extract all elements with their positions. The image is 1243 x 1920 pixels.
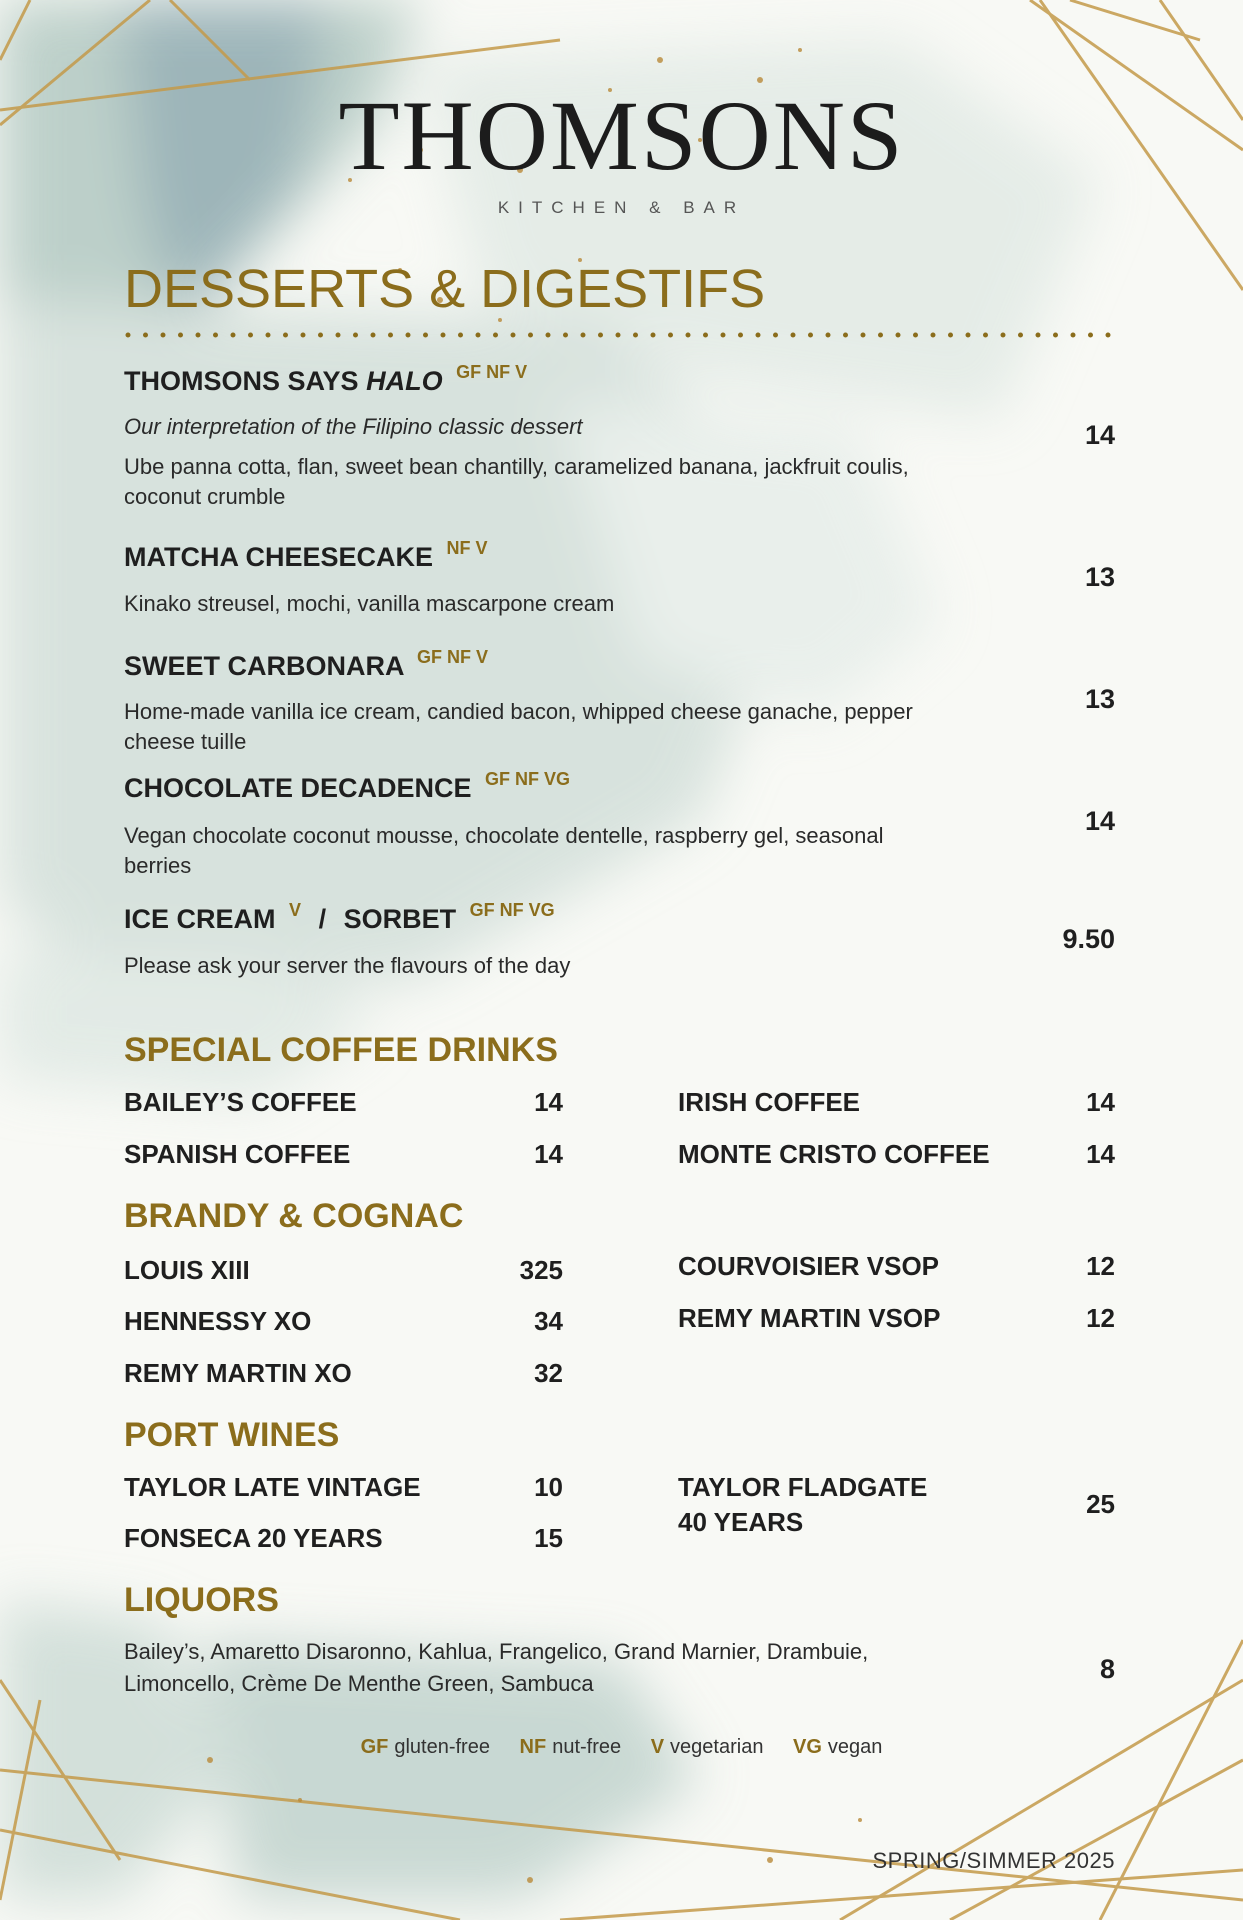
brand-subtitle: KITCHEN & BAR xyxy=(497,198,746,217)
dessert-title-halo xyxy=(124,362,528,397)
drink-price: 14 xyxy=(1086,1139,1115,1169)
dessert-title-chocolate xyxy=(124,769,571,804)
page-title: DESSERTS & DIGESTIFS xyxy=(124,259,766,319)
dessert-name-italic: HALO xyxy=(366,366,443,396)
dessert-subtitle: Our interpretation of the Filipino classic dessert xyxy=(124,414,583,439)
drink-name: SPANISH COFFEE xyxy=(124,1139,351,1169)
dessert-title-carbonara xyxy=(124,647,489,682)
dessert-title-icecream xyxy=(124,900,555,935)
dessert-price: 13 xyxy=(1084,562,1115,592)
drink-price: 25 xyxy=(1086,1489,1115,1519)
section-title-coffee: SPECIAL COFFEE DRINKS xyxy=(124,1031,558,1069)
dessert-price: 13 xyxy=(1084,684,1115,714)
legend-item: V vegetarian xyxy=(650,1736,764,1758)
liquors-price: 8 xyxy=(1099,1654,1115,1684)
drink-name: FONSECA 20 YEARS xyxy=(124,1523,383,1553)
section-title-port: PORT WINES xyxy=(124,1416,340,1454)
dessert-name: SWEET CARBONARA xyxy=(124,651,404,681)
dessert-name: MATCHA CHEESECAKE xyxy=(124,542,434,572)
drink-price: 34 xyxy=(534,1306,563,1336)
drink-price: 14 xyxy=(1086,1087,1115,1117)
dessert-description: Ube panna cotta, flan, sweet bean chantilly, caramelized banana, jackfruit coulis, coconut crumble xyxy=(124,454,909,509)
liquors-list: Bailey’s, Amaretto Disaronno, Kahlua, Frangelico, Grand Marnier, Drambuie, Limoncello, Crème De Menthe Green, Sambuca xyxy=(124,1639,869,1696)
diet-tags: V xyxy=(289,900,302,920)
dotted-divider xyxy=(124,330,1116,340)
drink-name: TAYLOR LATE VINTAGE xyxy=(124,1472,421,1502)
dessert-price: 14 xyxy=(1084,420,1115,450)
diet-tags: NF V xyxy=(446,538,488,558)
diet-tags: GF NF VG xyxy=(485,769,571,789)
diet-tags-2: GF NF VG xyxy=(469,900,555,920)
brand-logo: THOMSONS xyxy=(338,80,905,191)
dessert-title-matcha xyxy=(124,538,488,573)
section-title-liquors: LIQUORS xyxy=(124,1581,279,1619)
dessert-price: 9.50 xyxy=(1062,924,1115,954)
dessert-name: CHOCOLATE DECADENCE xyxy=(124,773,472,803)
drink-price: 14 xyxy=(534,1139,563,1169)
drink-price: 10 xyxy=(534,1472,563,1502)
diet-tags: GF NF V xyxy=(456,362,528,382)
drink-price: 12 xyxy=(1086,1303,1115,1333)
drink-price: 14 xyxy=(534,1087,563,1117)
dessert-name: THOMSONS SAYS xyxy=(124,366,359,396)
drink-name: REMY MARTIN VSOP xyxy=(678,1303,941,1333)
drink-name: COURVOISIER VSOP xyxy=(678,1251,940,1281)
drink-price: 15 xyxy=(534,1523,563,1553)
legend-item: GF gluten-free xyxy=(360,1736,490,1758)
legend-item: NF nut-free xyxy=(519,1736,622,1758)
legend-item: VG vegan xyxy=(793,1736,883,1758)
drink-price: 12 xyxy=(1086,1251,1115,1281)
diet-tags: GF NF V xyxy=(417,647,489,667)
dessert-description: Vegan chocolate coconut mousse, chocolate dentelle, raspberry gel, seasonal berries xyxy=(124,823,884,878)
dessert-name: ICE CREAM xyxy=(124,904,276,934)
drink-name: BAILEY’S COFFEE xyxy=(124,1087,357,1117)
dessert-name-2: SORBET xyxy=(343,904,457,934)
drink-name: REMY MARTIN XO xyxy=(124,1358,352,1388)
season-label: SPRING/SIMMER 2025 xyxy=(872,1848,1115,1873)
dessert-price: 14 xyxy=(1084,806,1115,836)
drink-name-line2: 40 YEARS xyxy=(678,1507,804,1537)
drink-name: MONTE CRISTO COFFEE xyxy=(678,1139,990,1169)
drink-price: 32 xyxy=(534,1358,563,1388)
drink-name: LOUIS XIII xyxy=(124,1255,250,1285)
dessert-description: Kinako streusel, mochi, vanilla mascarpone cream xyxy=(124,591,615,616)
drink-name: IRISH COFFEE xyxy=(678,1087,861,1117)
dessert-description: Please ask your server the flavours of the day xyxy=(124,953,571,978)
drink-name: TAYLOR FLADGATE xyxy=(678,1472,928,1502)
name-separator: / xyxy=(318,904,327,934)
drink-price: 325 xyxy=(519,1255,563,1285)
diet-legend xyxy=(0,1736,1243,1759)
dessert-description: Home-made vanilla ice cream, candied bacon, whipped cheese ganache, pepper cheese tuille xyxy=(124,699,913,754)
section-title-brandy: BRANDY & COGNAC xyxy=(124,1197,464,1235)
drink-name: HENNESSY XO xyxy=(124,1306,312,1336)
